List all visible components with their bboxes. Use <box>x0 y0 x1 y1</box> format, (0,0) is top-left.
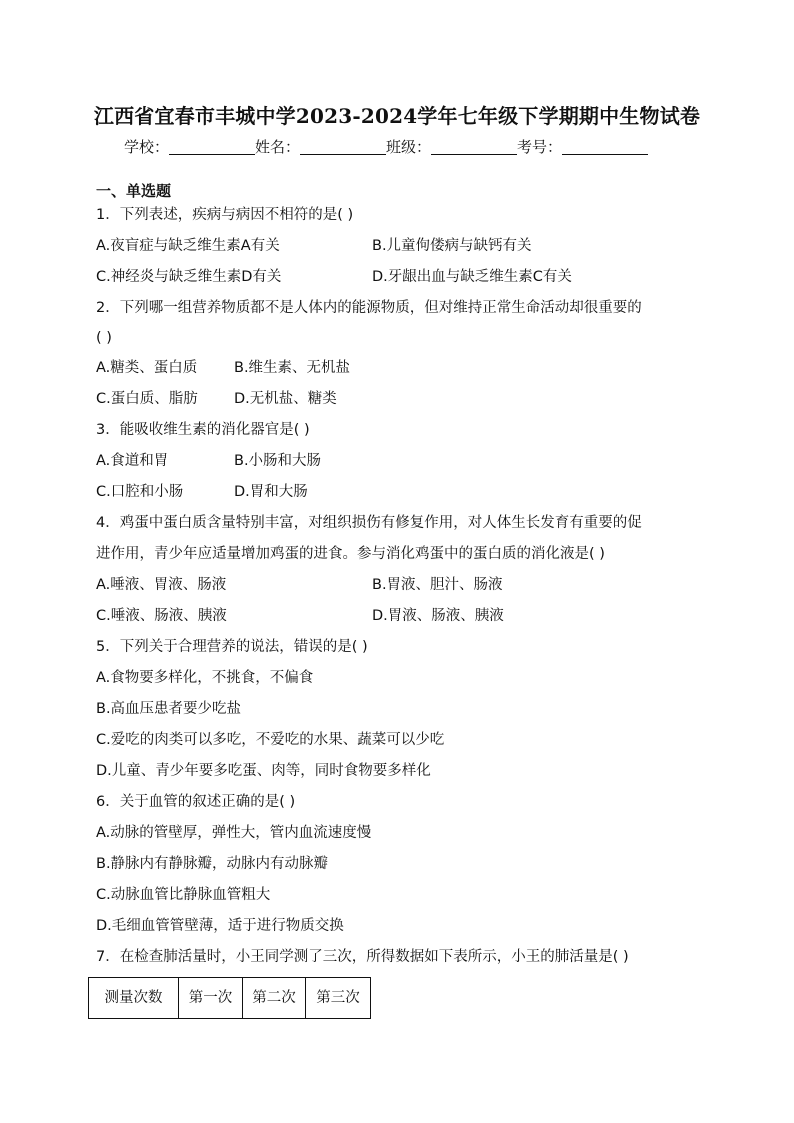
question-7-stem: 7．在检查肺活量时，小王同学测了三次，所得数据如下表所示，小王的肺活量是( ) <box>96 949 629 965</box>
question-6-option-c: C.动脉血管比静脉血管粗大 <box>96 887 271 903</box>
question-3-option-a: A.食道和胃 <box>96 453 169 469</box>
question-5-stem: 5．下列关于合理营养的说法，错误的是( ) <box>96 639 368 655</box>
question-1-option-d: D.牙龈出血与缺乏维生素C有关 <box>372 269 572 285</box>
question-4-option-a: A.唾液、胃液、肠液 <box>96 577 227 593</box>
school-blank <box>169 138 255 155</box>
table-header-cell: 第二次 <box>243 978 306 1019</box>
table-header-cell: 第一次 <box>179 978 243 1019</box>
school-label: 学校： <box>124 138 170 156</box>
student-info-row <box>124 136 648 157</box>
question-4-stem-line-2: 进作用，青少年应适量增加鸡蛋的进食。参与消化鸡蛋中的蛋白质的消化液是( ) <box>96 546 605 562</box>
question-2-option-d: D.无机盐、糖类 <box>234 391 337 407</box>
question-6-option-a: A.动脉的管壁厚，弹性大，管内血流速度慢 <box>96 825 372 841</box>
question-6-option-d: D.毛细血管管壁薄，适于进行物质交换 <box>96 918 344 934</box>
table-row <box>89 978 371 1019</box>
name-blank <box>300 138 386 155</box>
section-heading: 一、单选题 <box>96 182 172 200</box>
question-4-stem-line-1: 4．鸡蛋中蛋白质含量特别丰富，对组织损伤有修复作用，对人体生长发育有重要的促 <box>96 515 642 531</box>
question-2-stem-line-2: ( ) <box>96 330 112 346</box>
question-1-stem: 1．下列表述，疾病与病因不相符的是( ) <box>96 207 354 223</box>
question-3-option-b: B.小肠和大肠 <box>234 453 322 469</box>
question-3-option-d: D.胃和大肠 <box>234 484 308 500</box>
question-1-option-c: C.神经炎与缺乏维生素D有关 <box>96 269 282 285</box>
question-5-option-c: C.爱吃的肉类可以多吃，不爱吃的水果、蔬菜可以少吃 <box>96 732 445 748</box>
class-blank <box>431 138 517 155</box>
question-2-stem-line-1: 2．下列哪一组营养物质都不是人体内的能源物质，但对维持正常生命活动却很重要的 <box>96 300 642 316</box>
question-3-stem: 3．能吸收维生素的消化器官是( ) <box>96 422 310 438</box>
question-2-option-c: C.蛋白质、脂肪 <box>96 391 198 407</box>
page-title: 江西省宜春市丰城中学2023-2024学年七年级下学期期中生物试卷 <box>93 104 701 128</box>
table-header-cell: 测量次数 <box>89 978 179 1019</box>
question-4-option-d: D.胃液、肠液、胰液 <box>372 608 504 624</box>
question-5-option-a: A.食物要多样化，不挑食，不偏食 <box>96 670 314 686</box>
number-blank <box>562 138 648 155</box>
question-3-option-c: C.口腔和小肠 <box>96 484 184 500</box>
question-4-option-c: C.唾液、肠液、胰液 <box>96 608 227 624</box>
question-6-stem: 6．关于血管的叙述正确的是( ) <box>96 794 296 810</box>
lung-capacity-table <box>88 977 371 1019</box>
question-4-option-b: B.胃液、胆汁、肠液 <box>372 577 503 593</box>
question-2-option-a: A.糖类、蛋白质 <box>96 360 198 376</box>
number-label: 考号： <box>517 138 563 156</box>
class-label: 班级： <box>386 138 432 156</box>
question-1-option-a: A.夜盲症与缺乏维生素A有关 <box>96 238 280 254</box>
question-2-option-b: B.维生素、无机盐 <box>234 360 351 376</box>
question-5-option-d: D.儿童、青少年要多吃蛋、肉等，同时食物要多样化 <box>96 763 431 779</box>
question-6-option-b: B.静脉内有静脉瓣，动脉内有动脉瓣 <box>96 856 329 872</box>
name-label: 姓名： <box>255 138 301 156</box>
question-1-option-b: B.儿童佝偻病与缺钙有关 <box>372 238 532 254</box>
table-header-cell: 第三次 <box>306 978 371 1019</box>
question-5-option-b: B.高血压患者要少吃盐 <box>96 701 242 717</box>
